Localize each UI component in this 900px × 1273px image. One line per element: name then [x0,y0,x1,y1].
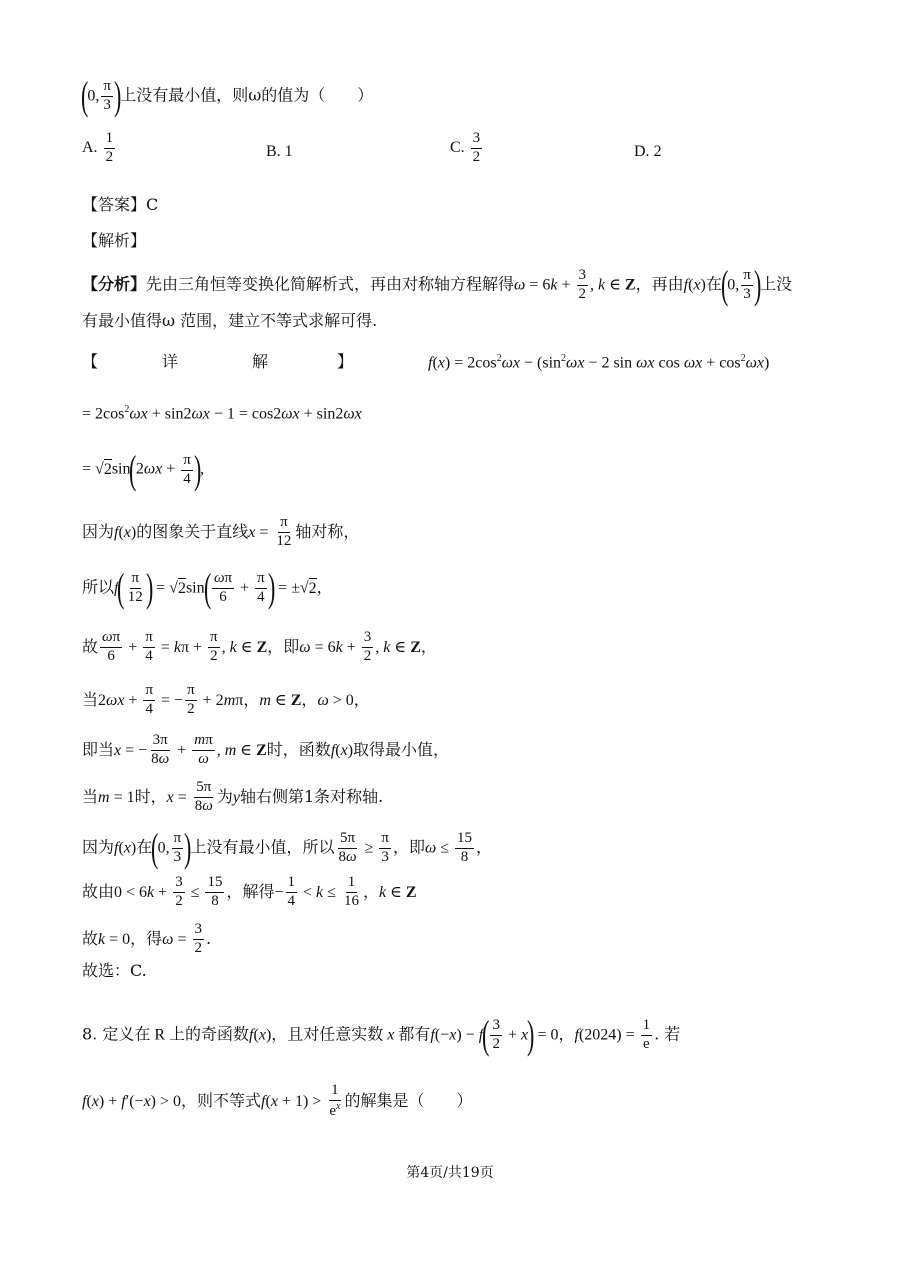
q7-tail-text: 上没有最小值，则ω的值为（ ） [120,85,374,105]
inequality-line: 因为f(x)在(0, $\frac{\pi}{3}$ )上没有最小值，所以 $\frac{5\pi}{8\omega}$ ≥ $\frac{\pi}{3}$ ，即ω ≤ $\frac{15}{8}$ ， [82,825,493,870]
omega-eq-line: 故 $\frac{\omega\pi}{6}$ + $\frac{\pi}{4}$ = kπ + $\frac{\pi}{2}$ , k ∈ Z，即ω = 6k + $\frac{3}{2}$ , k ∈ Z， [82,629,437,664]
symmetry-line: 因为f(x)的图象关于直线x = $\frac{\pi}{12}$ 轴对称， [82,514,360,549]
option-b: B. 1 [266,143,293,160]
x-min-line: 即当x = − $\frac{3\pi}{8\omega}$ + $\frac{m\pi}{\omega}$ , m ∈ Z时，函数f(x)取得最小值， [82,732,450,767]
fenxi-line-2: 有最小值得ω 范围，建立不等式求解可得. [82,311,378,330]
q7-tail-line: (0, $\frac{\pi}{3}$ )上没有最小值，则ω的值为（ ） [80,73,374,118]
choice-line: 故选：C. [82,961,147,980]
k-zero-line: 故k = 0，得ω = $\frac{3}{2}$ . [82,921,212,956]
fenxi-line-1: 【分析】先由三角恒等变换化简解析式，再由对称轴方程解得ω = 6k + $\frac{3}{2}$ , k ∈ Z，再由f(x)在(0, $\frac{\pi}{3}$ )上没 [82,262,793,307]
page-footer: 第4页/共19页 [406,1165,494,1181]
f-pi12-line: 所以f( $\frac{\pi}{12}$ ) = √2sin( $\frac{\omega\pi}{6}$ + $\frac{\pi}{4}$ ) = ±√2， [82,565,333,610]
analysis-label: 【解析】 [82,231,147,250]
k-range-line: 故由0 < 6k + $\frac{3}{2}$ ≤ $\frac{15}{8}$ ，解得− $\frac{1}{4}$ < k ≤ $\frac{1}{16}$ ，k ∈ Z [82,874,417,909]
m1-line: 当m = 1时，x = $\frac{5\pi}{8\omega}$ 为y轴右侧第1条对称轴. [82,779,384,814]
option-c: C. $\frac{3}{2}$ [450,130,481,165]
q8-line-2: f(x) + f′(−x) > 0，则不等式f(x + 1) > $\frac{1}{e^x}$ 的解集是（ ） [82,1082,473,1119]
q8-line-1: 8. 定义在 R 上的奇函数f(x)，且对任意实数 x 都有f(−x) − f( $\frac{3}{2}$ + x) = 0，f(2024) = $\frac{1}{e}$ . 若 [82,1012,681,1057]
option-d: D. 2 [634,143,662,160]
eq-line-2: = √2sin(2ωx + $\frac{\pi}{4}$ ), [82,447,205,492]
min-condition-line: 当2ωx + $\frac{\pi}{4}$ = − $\frac{\pi}{2}$ + 2mπ，m ∈ Z，ω > 0， [82,682,370,717]
option-a: A. $\frac{1}{2}$ [82,130,114,165]
answer-label: 【答案】C [82,195,159,214]
eq-line-1: = $2\cos^2\omega x + \sin 2\omega x - 1 = \cos 2\omega x + \sin 2\omega x$ [82,404,362,423]
